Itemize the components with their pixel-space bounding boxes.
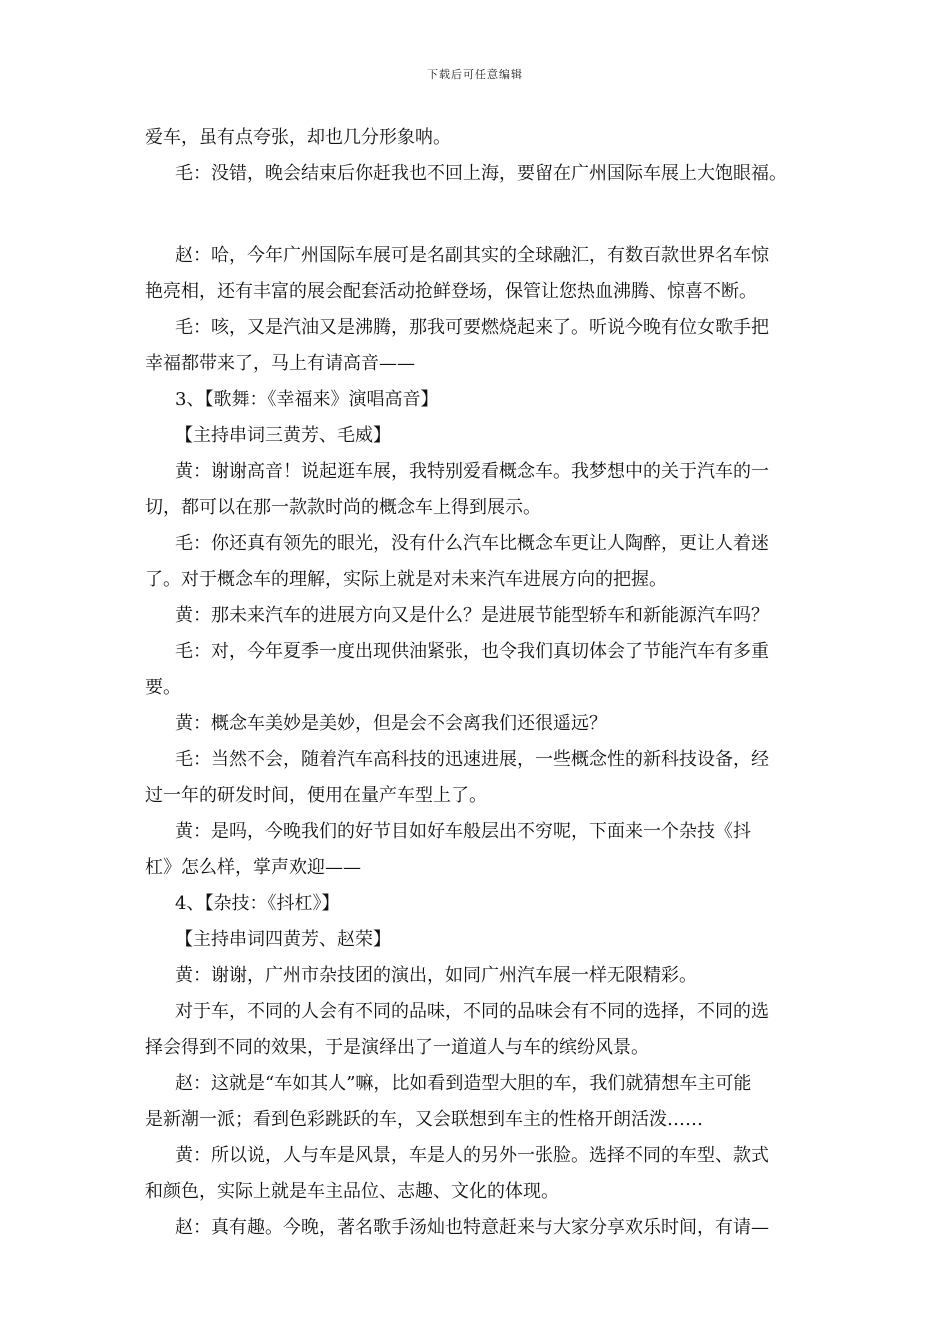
document-body [145, 120, 815, 1246]
paragraph-line: 赵：这就是“车如其人”嘛，比如看到造型大胆的车，我们就猜想车主可能 [175, 1073, 752, 1094]
paragraph-line: 了。对于概念车的理解，实际上就是对未来汽车进展方向的把握。 [145, 569, 667, 590]
paragraph-line: 择会得到不同的效果，于是演绎出了一道道人与车的缤纷风景。 [145, 1037, 649, 1058]
paragraph-line: 黄：谢谢高音！说起逛车展，我特别爱看概念车。我梦想中的关于汽车的一 [175, 461, 769, 482]
paragraph-line: 毛：咳，又是汽油又是沸腾，那我可要燃烧起来了。听说今晚有位女歌手把 [175, 317, 769, 338]
paragraph-line: 是新潮一派；看到色彩跳跃的车，又会联想到车主的性格开朗活泼…… [145, 1109, 703, 1130]
paragraph-line: 切，都可以在那一款款时尚的概念车上得到展示。 [145, 497, 541, 518]
section-subheading: 【主持串词四黄芳、赵荣】 [175, 929, 391, 950]
paragraph-line: 毛：对，今年夏季一度出现供油紧张，也令我们真切体会了节能汽车有多重 [175, 641, 769, 662]
paragraph-line: 毛：当然不会，随着汽车高科技的迅速进展，一些概念性的新科技设备，经 [175, 749, 769, 770]
paragraph-line: 赵：真有趣。今晚，著名歌手汤灿也特意赶来与大家分享欢乐时间，有请— [175, 1217, 769, 1238]
paragraph-line: 艳亮相，还有丰富的展会配套活动抢鲜登场，保管让您热血沸腾、惊喜不断。 [145, 281, 757, 302]
paragraph-line: 杠》怎么样，掌声欢迎—— [145, 857, 361, 878]
section-heading: 3、【歌舞：《幸福来》演唱高音】 [175, 389, 439, 410]
paragraph-line: 黄：谢谢，广州市杂技团的演出，如同广州汽车展一样无限精彩。 [175, 965, 697, 986]
paragraph-line: 要。 [145, 677, 181, 698]
paragraph-line: 黄：是吗，今晚我们的好节目如好车般层出不穷呢，下面来一个杂技《抖 [175, 821, 751, 842]
section-subheading: 【主持串词三黄芳、毛威】 [175, 425, 391, 446]
paragraph-line: 黄：那未来汽车的进展方向又是什么？是进展节能型轿车和新能源汽车吗？ [175, 605, 769, 626]
paragraph-line: 和颜色，实际上就是车主品位、志趣、文化的体现。 [145, 1181, 559, 1202]
paragraph-line: 过一年的研发时间，便用在量产车型上了。 [145, 785, 487, 806]
paragraph-line: 爱车，虽有点夸张，却也几分形象呐。 [145, 127, 451, 148]
paragraph-line: 毛：没错，晚会结束后你赶我也不回上海，要留在广州国际车展上大饱眼福。 [175, 163, 787, 184]
paragraph-line: 赵：哈，今年广州国际车展可是名副其实的全球融汇，有数百款世界名车惊 [175, 245, 769, 266]
section-heading: 4、【杂技：《抖杠》】 [175, 893, 340, 914]
page-header: 下载后可任意编辑 [427, 68, 523, 81]
paragraph-line: 对于车，不同的人会有不同的品味，不同的品味会有不同的选择，不同的选 [175, 1001, 769, 1022]
paragraph-line: 毛：你还真有领先的眼光，没有什么汽车比概念车更让人陶醉，更让人着迷 [175, 533, 769, 554]
paragraph-line: 黄：概念车美妙是美妙，但是会不会离我们还很遥远？ [175, 713, 607, 734]
paragraph-line: 幸福都带来了，马上有请高音—— [145, 353, 415, 374]
paragraph-line: 黄：所以说，人与车是风景，车是人的另外一张脸。选择不同的车型、款式 [175, 1145, 769, 1166]
